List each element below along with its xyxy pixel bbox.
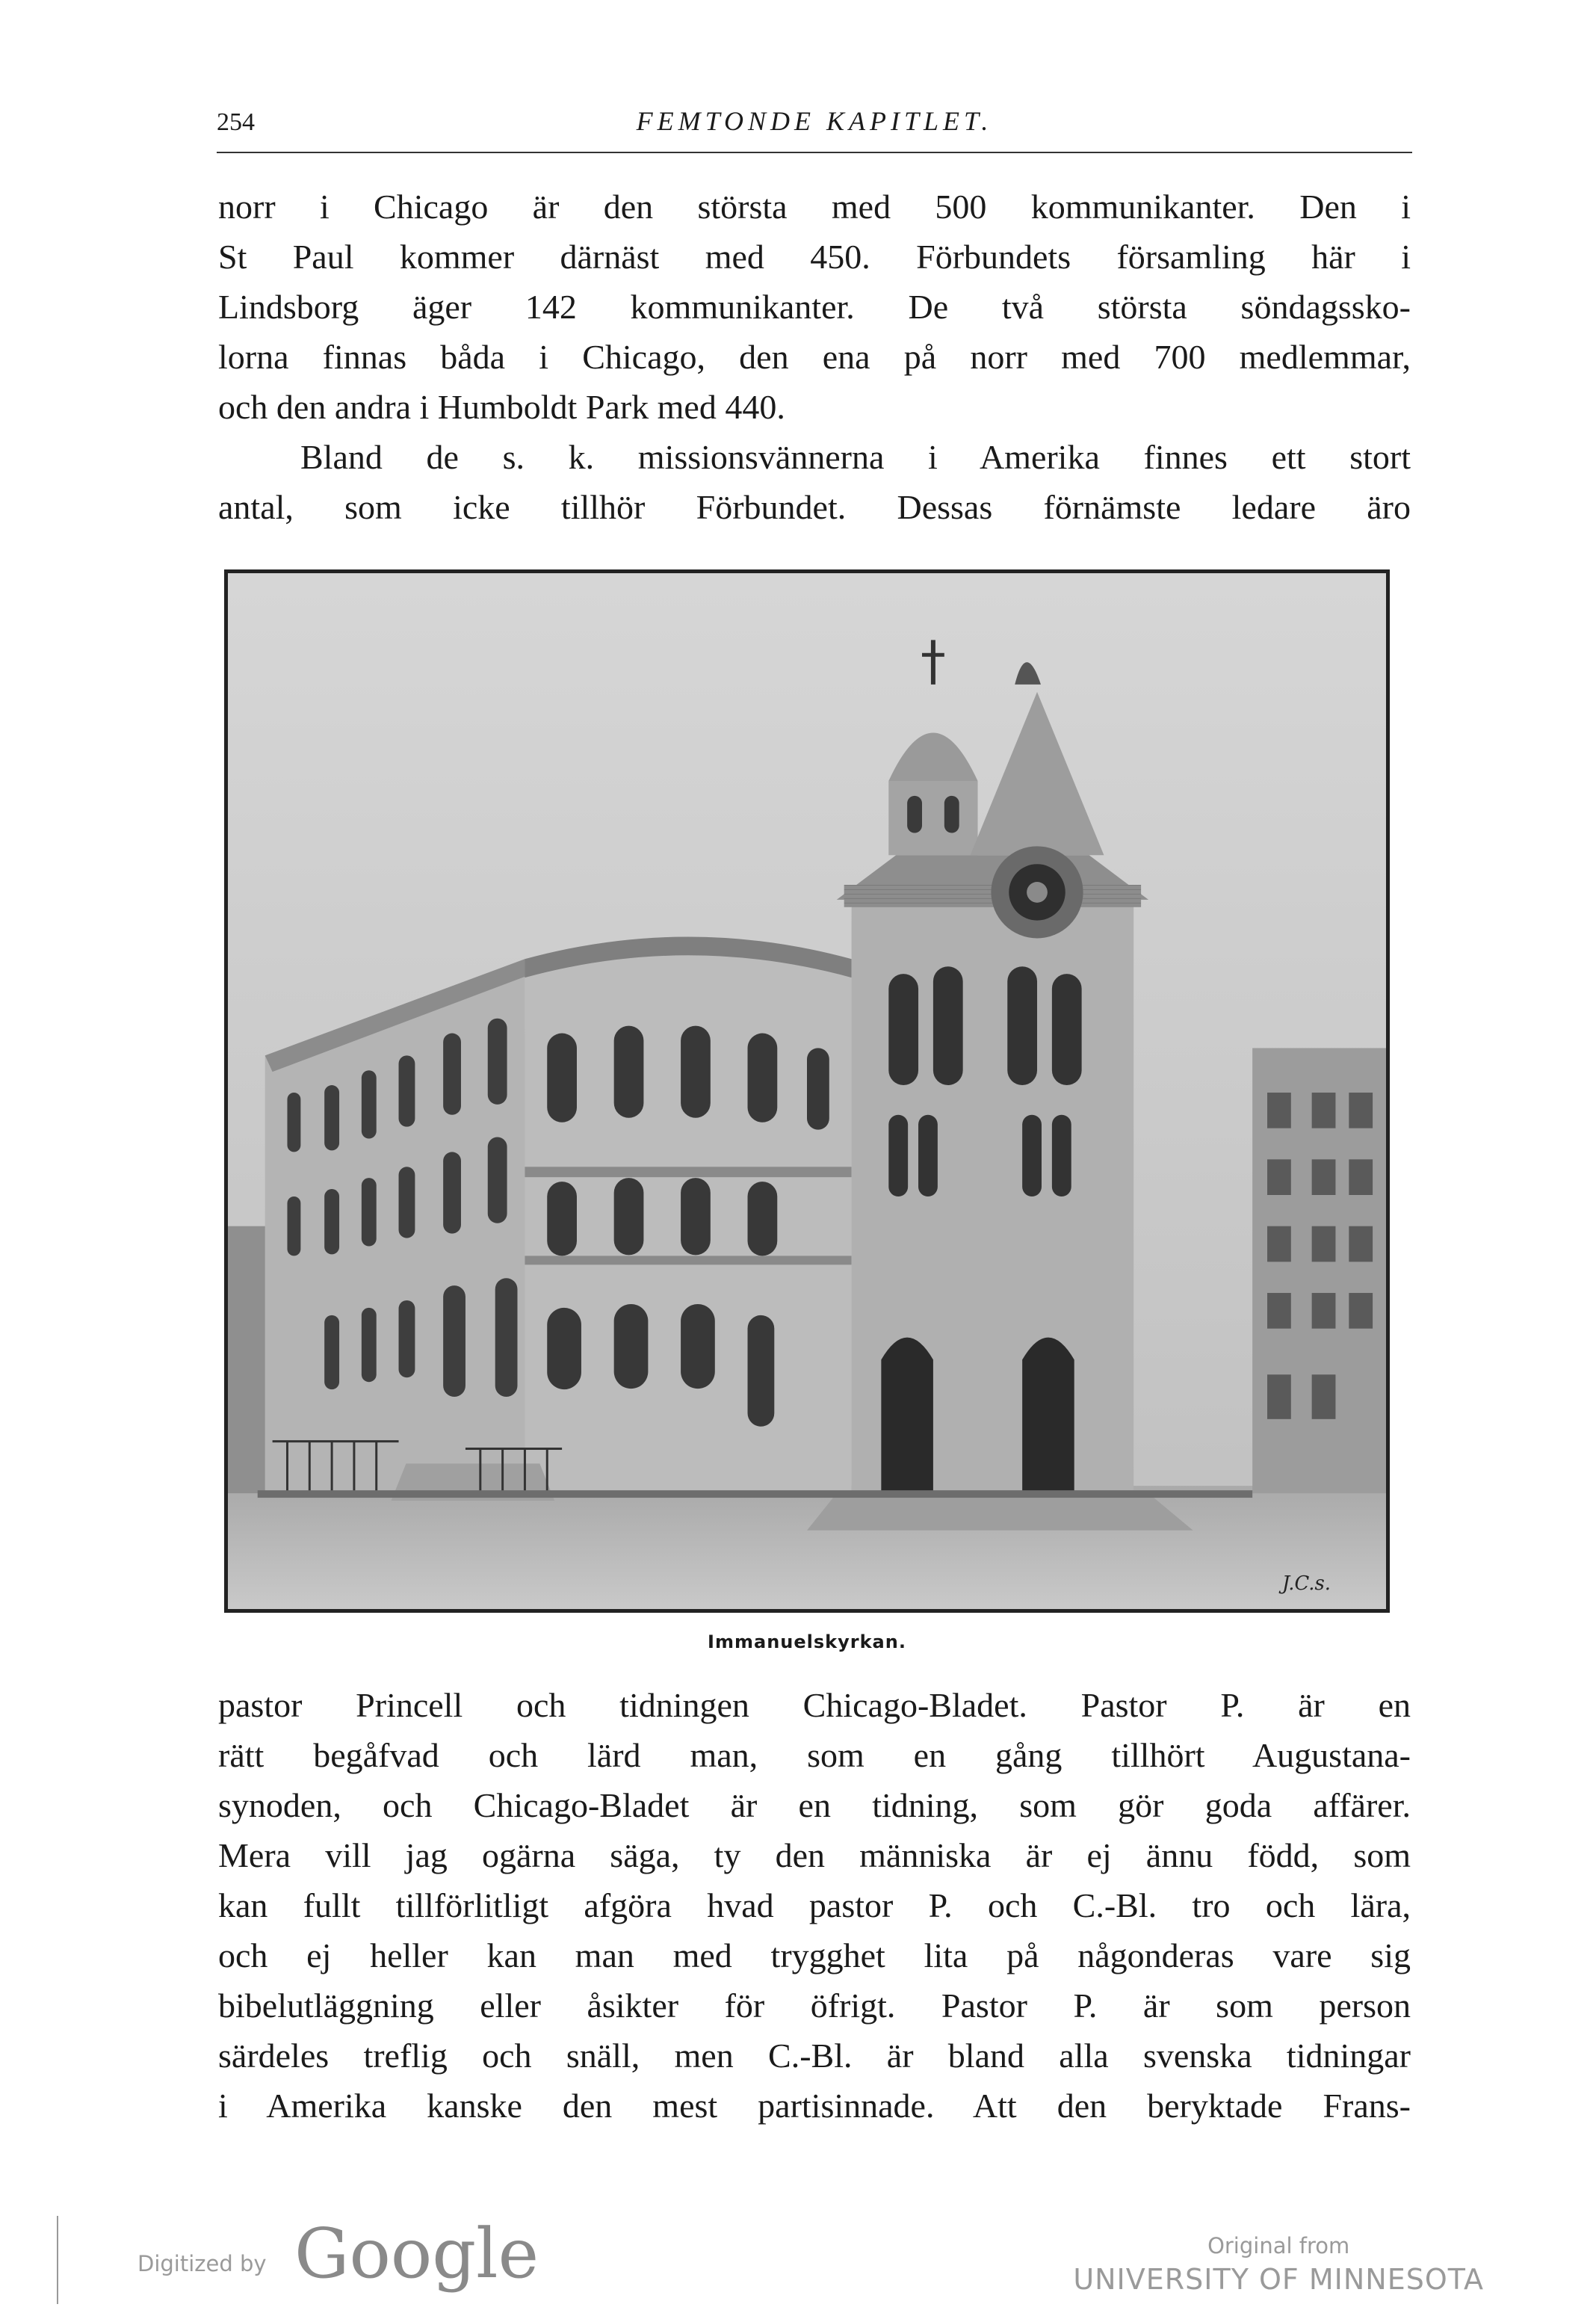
text-line: antal, som icke tillhör Förbundet. Dessas förnämste ledare äro bbox=[218, 488, 1411, 526]
text-line: och ej heller kan man med trygghet lita på någonderas vare sig bbox=[218, 1936, 1411, 1974]
artist-signature: J.C.s. bbox=[1281, 1572, 1331, 1596]
text-line: St Paul kommer därnäst med 450. Förbundets församling här i bbox=[218, 238, 1411, 276]
text-line: i Amerika kanske den mest partisinnade. Att den beryktade Frans- bbox=[218, 2087, 1411, 2125]
text-line: och den andra i Humboldt Park med 440. bbox=[218, 388, 785, 426]
bottom-paragraph bbox=[218, 1680, 1411, 2131]
text-line: särdeles treflig och snäll, men C.-Bl. är bland alla svenska tidningar bbox=[218, 2037, 1411, 2075]
text-line: kan fullt tillförlitligt afgöra hvad pastor P. och C.-Bl. tro och lära, bbox=[218, 1886, 1411, 1924]
google-logo: Google bbox=[294, 2214, 539, 2294]
church-illustration bbox=[224, 569, 1390, 1613]
text-line: norr i Chicago är den största med 500 kommunikanter. Den i bbox=[218, 188, 1411, 226]
original-from-watermark bbox=[1073, 2233, 1484, 2296]
original-from-label: Original from bbox=[1207, 2233, 1350, 2258]
text-line: Lindsborg äger 142 kommunikanter. De två största söndagssko- bbox=[218, 288, 1411, 326]
church-engraving bbox=[228, 573, 1386, 1609]
digitized-by-label: Digitized by bbox=[137, 2251, 267, 2276]
margin-mark bbox=[57, 2216, 58, 2304]
page-number: 254 bbox=[217, 108, 255, 136]
text-line: bibelutläggning eller åsikter för öfrigt. Pastor P. är som person bbox=[218, 1986, 1411, 2025]
text-line: lorna finnas båda i Chicago, den ena på norr med 700 medlemmar, bbox=[218, 338, 1411, 376]
text-line: synoden, och Chicago-Bladet är en tidning, som gör goda affärer. bbox=[218, 1786, 1411, 1824]
text-line: rätt begåfvad och lärd man, som en gång tillhört Augustana- bbox=[218, 1736, 1411, 1774]
header-rule bbox=[217, 152, 1412, 153]
university-label: UNIVERSITY OF MINNESOTA bbox=[1073, 2263, 1484, 2296]
page-header bbox=[217, 101, 1412, 153]
figure-caption: Immanuelskyrkan. bbox=[708, 1631, 906, 1652]
text-line: Mera vill jag ogärna säga, ty den människa är ej ännu född, som bbox=[218, 1836, 1411, 1874]
text-line: pastor Princell och tidningen Chicago-Bladet. Pastor P. är en bbox=[218, 1686, 1411, 1724]
running-head: FEMTONDE KAPITLET. bbox=[636, 106, 993, 136]
top-paragraph bbox=[218, 182, 1411, 532]
text-line: Bland de s. k. missionsvännerna i Amerika finnes ett stort bbox=[300, 438, 1411, 476]
